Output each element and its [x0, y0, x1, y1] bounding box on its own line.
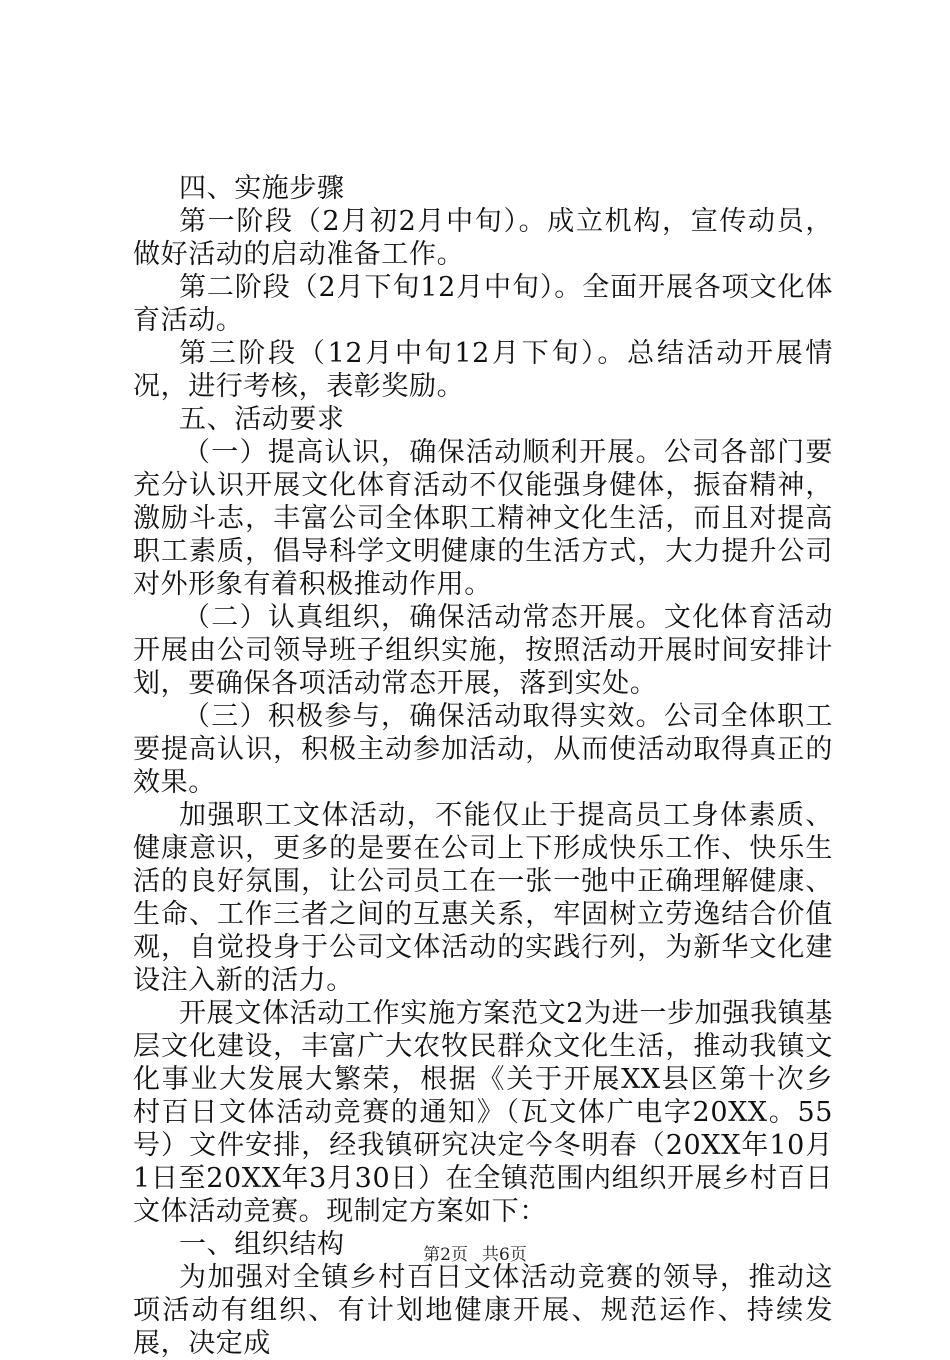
section-heading-requirements: 五、活动要求: [179, 404, 345, 435]
paragraph-requirement-three: （三）积极参与，确保活动取得实效。公司全体职工要提高认识，积极主动参加活动，从而使活动取得真正的效果。: [133, 701, 833, 798]
page-footer: [0, 1244, 950, 1266]
paragraph-sample-two-intro: 开展文体活动工作实施方案范文2为进一步加强我镇基层文化建设，丰富广大农牧民群众文化生活，推动我镇文化事业大发展大繁荣，根据《关于开展XX县区第十次乡村百日文体活动竞赛的通知》（瓦文体广电字20XX。55号）文件安排，经我镇研究决定今冬明春（20XX年10月1日至20XX年3月30日）在全镇范围内组织开展乡村百日文体活动竞赛。现制定方案如下：: [133, 998, 833, 1227]
document-body: [133, 172, 833, 1360]
page-total: 共6页: [482, 1245, 527, 1265]
paragraph-requirement-one: （一）提高认识，确保活动顺利开展。公司各部门要充分认识开展文化体育活动不仅能强身健体，振奋精神，激励斗志，丰富公司全体职工精神文化生活，而且对提高职工素质，倡导科学文明健康的生活方式，大力提升公司对外形象有着积极推动作用。: [133, 437, 833, 600]
section-heading-steps: 四、实施步骤: [179, 173, 345, 204]
paragraph-phase-three: 第三阶段（12月中旬12月下旬）。总结活动开展情况，进行考核，表彰奖励。: [133, 338, 833, 402]
page-number: 第2页: [423, 1245, 468, 1265]
paragraph-organization: 为加强对全镇乡村百日文体活动竞赛的领导，推动这项活动有组织、有计划地健康开展、规范运作、持续发展，决定成: [133, 1262, 833, 1359]
paragraph-requirement-two: （二）认真组织，确保活动常态开展。文化体育活动开展由公司领导班子组织实施，按照活动开展时间安排计划，要确保各项活动常态开展，落到实处。: [133, 602, 833, 699]
paragraph-conclusion: 加强职工文体活动，不能仅止于提高员工身体素质、健康意识，更多的是要在公司上下形成快乐工作、快乐生活的良好氛围，让公司员工在一张一弛中正确理解健康、生命、工作三者之间的互惠关系，牢固树立劳逸结合价值观，自觉投身于公司文体活动的实践行列，为新华文化建设注入新的活力。: [133, 800, 833, 996]
section-heading-organization: 一、组织结构: [179, 1229, 345, 1260]
paragraph-phase-two: 第二阶段（2月下旬12月中旬）。全面开展各项文化体育活动。: [133, 272, 833, 336]
paragraph-phase-one: 第一阶段（2月初2月中旬）。成立机构，宣传动员，做好活动的启动准备工作。: [133, 206, 833, 270]
